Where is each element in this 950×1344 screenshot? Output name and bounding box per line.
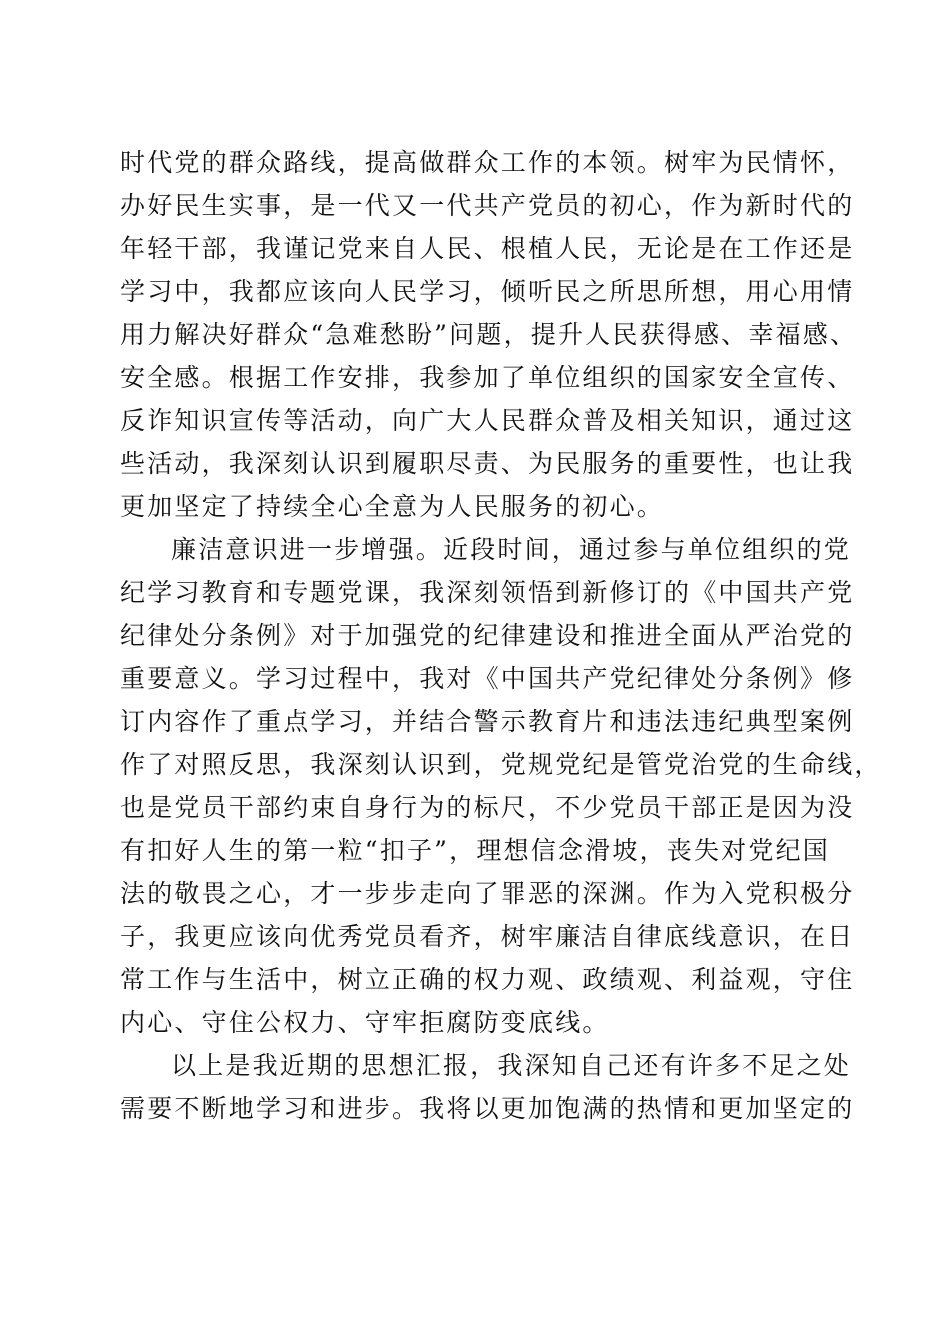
text-line: 法的敬畏之心，才一步步走向了罪恶的深渊。作为入党积极分: [120, 879, 855, 908]
text-line: 纪学习教育和专题党课，我深刻领悟到新修订的《中国共产党: [120, 578, 855, 607]
text-line: 作了对照反思，我深刻认识到，党规党纪是管党治党的生命线，: [120, 750, 882, 779]
text-line: 重要意义。学习过程中，我对《中国共产党纪律处分条例》修: [120, 664, 855, 693]
text-line: 学习中，我都应该向人民学习，倾听民之所思所想，用心用情: [120, 277, 855, 306]
text-line: 用力解决好群众“急难愁盼”问题，提升人民获得感、幸福感、: [120, 320, 858, 349]
text-line: 订内容作了重点学习，并结合警示教育片和违法违纪典型案例: [120, 707, 855, 736]
text-line: 子，我更应该向优秀党员看齐，树牢廉洁自律底线意识，在日: [120, 922, 855, 951]
text-line: 些活动，我深刻认识到履职尽责、为民服务的重要性，也让我: [120, 449, 855, 478]
text-line: 也是党员干部约束自身行为的标尺，不少党员干部正是因为没: [120, 793, 855, 822]
text-line: 有扣好人生的第一粒“扣子”，理想信念滑坡，丧失对党纪国: [120, 836, 830, 865]
text-line: 安全感。根据工作安排，我参加了单位组织的国家安全宣传、: [120, 363, 855, 392]
text-line: 纪律处分条例》对于加强党的纪律建设和推进全面从严治党的: [120, 621, 855, 650]
paragraph-start-line: 廉洁意识进一步增强。近段时间，通过参与单位组织的党: [171, 535, 852, 564]
text-line: 年轻干部，我谨记党来自人民、根植人民，无论是在工作还是: [120, 234, 855, 263]
text-line: 需要不断地学习和进步。我将以更加饱满的热情和更加坚定的: [120, 1094, 855, 1123]
text-line: 常工作与生活中，树立正确的权力观、政绩观、利益观，守住: [120, 965, 855, 994]
text-line: 办好民生实事，是一代又一代共产党员的初心，作为新时代的: [120, 191, 855, 220]
text-line: 反诈知识宣传等活动，向广大人民群众普及相关知识，通过这: [120, 406, 855, 435]
text-line: 时代党的群众路线，提高做群众工作的本领。树牢为民情怀，: [120, 148, 855, 177]
text-line: 更加坚定了持续全心全意为人民服务的初心。: [120, 492, 665, 521]
document-body: [120, 141, 882, 1130]
text-line: 内心、守住公权力、守牢拒腐防变底线。: [120, 1008, 610, 1037]
paragraph-start-line: 以上是我近期的思想汇报，我深知自己还有许多不足之处: [171, 1051, 852, 1080]
